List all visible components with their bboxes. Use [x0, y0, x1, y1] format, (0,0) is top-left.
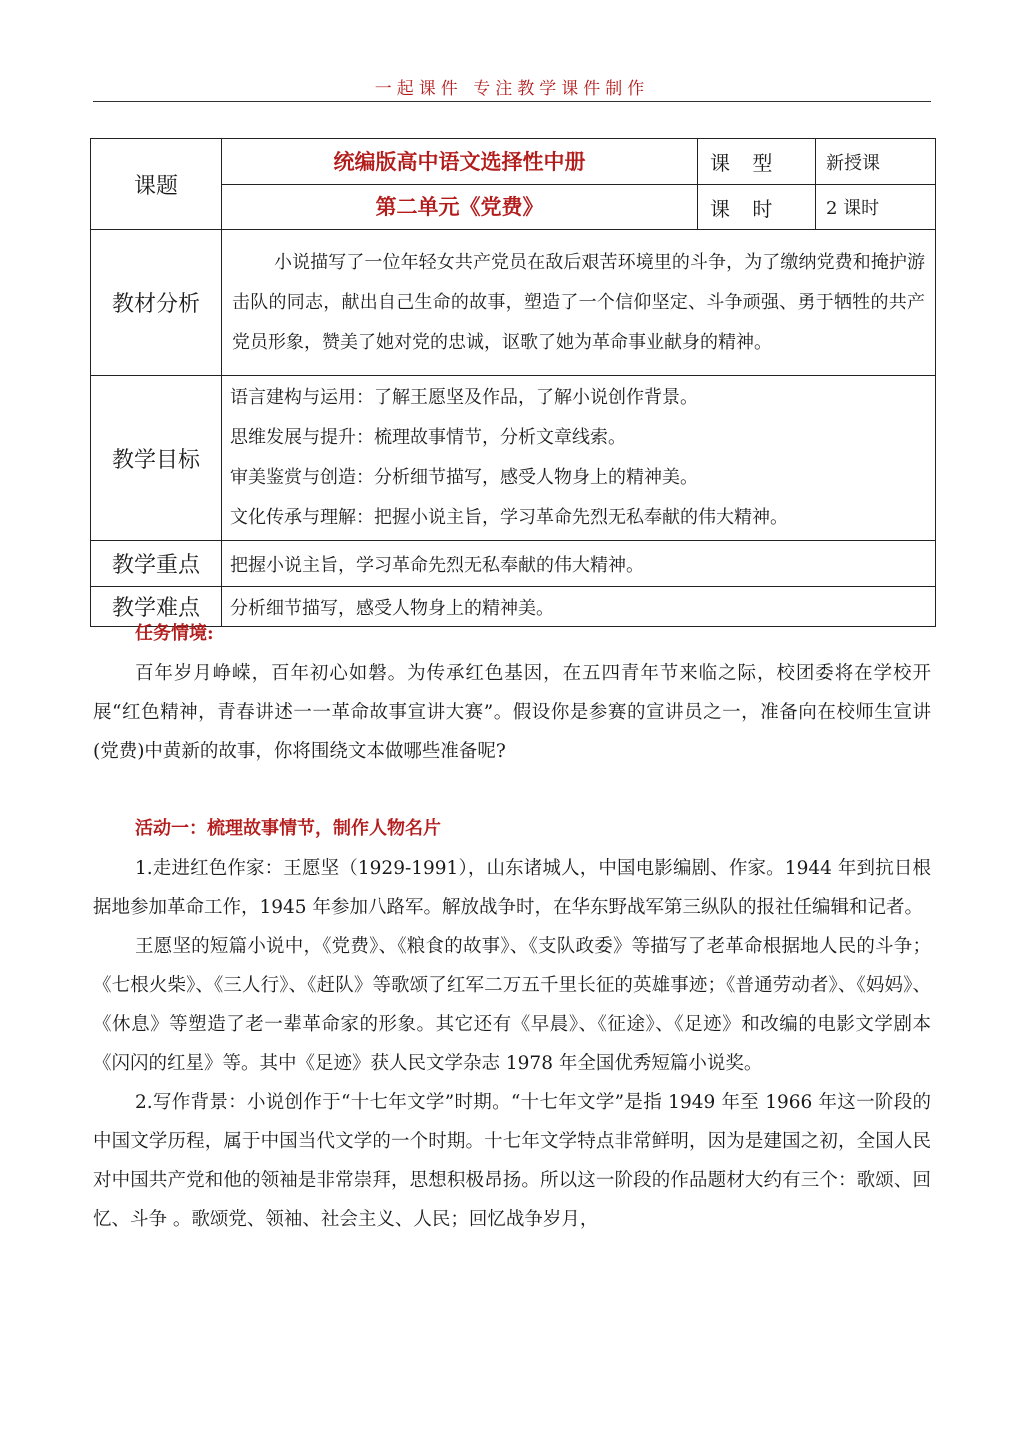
activity-heading: 活动一：梳理故事情节，制作人物名片 [135, 818, 441, 839]
header-divider [93, 101, 931, 102]
goal-item: 文化传承与理解：把握小说主旨，学习革命先烈无私奉献的伟大精神。 [230, 507, 788, 528]
difficulty-text: 分析细节描写，感受人物身上的精神美。 [222, 587, 936, 627]
goals-label: 教学目标 [91, 376, 222, 541]
lesson-plan-table [90, 138, 936, 627]
type-label: 课 型 [698, 139, 816, 185]
goal-item: 审美鉴赏与创造：分析细节描写，感受人物身上的精神美。 [230, 467, 698, 488]
analysis-paragraph: 小说描写了一位年轻女共产党员在敌后艰苦环境里的斗争，为了缴纳党费和掩护游击队的同志，献出自己生命的故事，塑造了一个信仰坚定、斗争顽强、勇于牺牲的共产党员形象，赞美了她对党的忠诚，讴歌了她为革命事业献身的精神。 [232, 251, 925, 353]
key-point-text: 把握小说主旨，学习革命先烈无私奉献的伟大精神。 [222, 541, 936, 587]
goal-item: 语言建构与运用：了解王愿坚及作品，了解小说创作背景。 [230, 387, 698, 408]
difficulty-label: 教学难点 [91, 587, 222, 627]
task-paragraph: 百年岁月峥嵘，百年初心如磐。为传承红色基因，在五四青年节来临之际，校团委将在学校开展“红色精神，青春讲述一一革命故事宣讲大赛”。假设你是参赛的宣讲员之一，准备向在校师生宣讲(党费)中黄新的故事，你将围绕文本做哪些准备呢? [93, 663, 931, 762]
main-content [93, 614, 931, 1239]
hours-label: 课 时 [698, 185, 816, 230]
works-paragraph: 王愿坚的短篇小说中，《党费》、《粮食的故事》、《支队政委》等描写了老革命根据地人民的斗争；《七根火柴》、《三人行》、《赶队》等歌颂了红军二万五千里长征的英雄事迹；《普通劳动者》、《妈妈》、《休息》等塑造了老一辈革命家的形象。其它还有《早晨》、《征途》、《足迹》和改编的电影文学剧本《闪闪的红星》等。其中《足迹》获人民文学杂志 1978 年全国优秀短篇小说奖。 [93, 936, 931, 1074]
key-point-label: 教学重点 [91, 541, 222, 587]
lesson-title-line2: 第二单元《党费》 [222, 185, 698, 230]
topic-label: 课题 [91, 139, 222, 230]
lesson-title-line1: 统编版高中语文选择性中册 [222, 139, 698, 185]
task-heading: 任务情境: [135, 623, 214, 644]
page-header: 一起课件 专注教学课件制作 [374, 79, 650, 99]
analysis-text [222, 230, 936, 376]
background-paragraph: 2.写作背景：小说创作于“十七年文学”时期。“十七年文学”是指 1949 年至 1966 年这一阶段的中国文学历程，属于中国当代文学的一个时期。十七年文学特点非常鲜明，因为是建国之初，全国人民对中国共产党和他的领袖是非常崇拜，思想积极昂扬。所以这一阶段的作品题材大约有三个：歌颂、回忆、斗争 。歌颂党、领袖、社会主义、人民；回忆战争岁月， [93, 1092, 931, 1230]
author-paragraph: 1.走进红色作家：王愿坚（1929-1991），山东诸城人，中国电影编剧、作家。1944 年到抗日根据地参加革命工作，1945 年参加八路军。解放战争时，在华东野战军第三纵队的报社任编辑和记者。 [93, 858, 931, 918]
hours-value: 2 课时 [816, 185, 936, 230]
type-value: 新授课 [816, 139, 936, 185]
goal-item: 思维发展与提升：梳理故事情节，分析文章线索。 [230, 427, 626, 448]
analysis-label: 教材分析 [91, 230, 222, 376]
goals-list [222, 376, 936, 541]
